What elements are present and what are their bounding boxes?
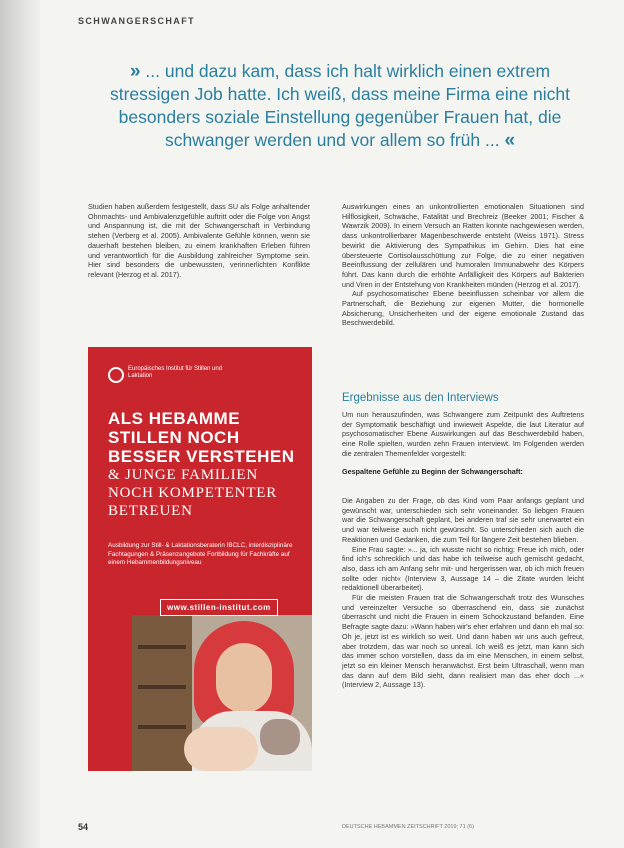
magazine-page [40, 0, 624, 848]
quote-open-mark: » [129, 61, 141, 82]
right-paragraph-1: Auswirkungen eines an unkontrollierten emotionalen Situationen sind Hilflosigkeit, Schwäche, Fatalität und Brechreiz (Beeker 2001; Fischer & Wawrzik 2009). In einem Versuch an Ratten konnte nachgewiesen werden, dass unkontrollierbarer Magenbeschwerde entsteht (Weiss 1971). Stress bewirkt die Aktivierung des Sympathikus im Gehirn. Dies hat eine übersteuerte Cortisolausschüttung zur Folge, die zu einer negativen Beeinflussung der zellulären und humoralen Immunabwehr des Körpers führt. Das kann durch die erhöhte Anfälligkeit des Körpers auf Bakterien und Viren in der Entstehung von Krankheiten münden (Herzog et al. 2017). [342, 202, 584, 289]
ad-url-link[interactable]: www.stillen-institut.com [160, 599, 278, 616]
bookshelf [132, 615, 192, 771]
right-column [342, 202, 584, 328]
section-label: SCHWANGERSCHAFT [78, 16, 195, 26]
institute-logo-icon [108, 367, 124, 383]
interview-paragraph-1: Die Angaben zu der Frage, ob das Kind vom Paar anfangs geplant und gewünscht war, unterschieden sich sehr voneinander. So liebgen Frauen war die Schwangerschaft geplant, bei anderen traf sie sehr unerwartet ein und war teilweise auch nicht gewünscht. So unterschieden sich auch die Reaktionen und Gedanken, die zum Teil für längere Zeit bestehen blieben. [342, 496, 584, 544]
advertisement[interactable] [88, 347, 312, 771]
footer-text: DEUTSCHE HEBAMMEN ZEITSCHRIFT 2019; 71 (6) [342, 824, 474, 830]
interview-paragraph-3: Für die meisten Frauen trat die Schwangerschaft trotz des Wunsches und vereinzelter Versuche so überraschend ein, dass sie zunächst überrascht und nicht die Frauen in einem Schockzustand befanden. Eine Befragte sagte dazu: »Wann haben wir's eher erfahren und dann eh mal so: Oh je, jetzt ist es wirklich so weit. Und dann haben wir uns auch gefreut, aber trotzdem, das war noch so unreal. Ich weiß es jetzt, man kann sich das immer schon vorstellen, dass da im eine Menschen, in einem selbst, jetzt so ein kleiner Mensch heranwächst. Erst beim Ultraschall, wenn man das dann auf dem Bild sieht, dann realisiert man das eher doch ...« (Interview 2, Aussage 13). [342, 593, 584, 690]
page-number: 54 [78, 822, 89, 832]
interview-intro [342, 410, 584, 476]
right-paragraph-2: Auf psychosomatischer Ebene beeinflussen scheinbar vor allem die Partnerschaft, die Beziehung zur eigenen Mutter, die hormonelle Absicherung, Unsicherheiten und der eigene emotionale Zustand das Beschwerdebild. [342, 289, 584, 328]
quote-close-mark: « [504, 130, 516, 151]
ad-description: Ausbildung zur Still- & Laktationsberaterin IBCLC, interdisziplinäre Fachtagungen & Präsenzangebote Fortbildung für Fachkräfte auf einem Hebammenbildungsniveau [108, 542, 293, 567]
pull-quote [90, 60, 590, 152]
interview-paragraph-2: Eine Frau sagte: »... ja, ich wusste nicht so richtig: Freue ich mich, oder find ich's schrecklich und das habe ich teilweise auch gemischt gedacht, also, dass ich am Anfang sehr mit- und hergerissen war, ob ich mich freuen sollte oder nicht« (Interview 3, Aussage 14 – die Zitate wurden leicht redaktionell überarbeitet). [342, 544, 584, 593]
left-paragraph: Studien haben außerdem festgestellt, dass SU als Folge anhaltender Ohnmachts- und Ambivalenzgefühle auftritt oder die Folge von Angst und Anspannung ist, die mit der Schwangerschaft in Verbindung stehen (Verberg et al. 2005). Ambivalente Gefühle können, wenn sie dauerhaft bestehen bleiben, zu einem krankhaften Erleben führen und verantwortlich für die Ausbildung zahlreicher Symptome sein. Hier sind besonders die unbewussten, verinnerlichten Konflikte relevant (Herzog et al. 2017). [88, 202, 310, 279]
ad-photo [132, 615, 312, 771]
ad-headline: ALS HEBAMME STILLEN NOCH BESSER VERSTEHEN [108, 409, 295, 466]
page-spine [0, 0, 40, 848]
woman-face [216, 643, 272, 713]
ad-subline: & JUNGE FAMILIEN NOCH KOMPETENTER BETREUEN [108, 467, 278, 519]
tattoo [260, 719, 300, 755]
interview-body [342, 496, 584, 690]
baby [184, 727, 258, 771]
section-heading: Ergebnisse aus den Interviews [342, 392, 499, 404]
quote-text: ... und dazu kam, dass ich halt wirklich einen extrem stressigen Job hatte. Ich weiß, dass meine Firma eine nicht besonders soziale Einstellung gegenüber Frauen hat, die schwanger werden und vor allem so früh ... [109, 61, 571, 150]
ad-institute-name: Europäisches Institut für Stillen und Laktation [128, 366, 223, 379]
left-column [88, 202, 310, 280]
subheading: Gespaltene Gefühle zu Beginn der Schwangerschaft: [342, 466, 523, 476]
interview-intro-text: Um nun herauszufinden, was Schwangere zum Zeitpunkt des Auftretens der Symptomatik beschäftigt und inwieweit Aspekte, die laut Literatur auf psychosomatischer Ebene Auswirkungen auf das Beschwerdebild haben, eine Rolle spielten, wurden zehn Frauen interviewt. Im Folgenden werden die zentralen Themenfelder vorgestellt: [342, 410, 584, 458]
